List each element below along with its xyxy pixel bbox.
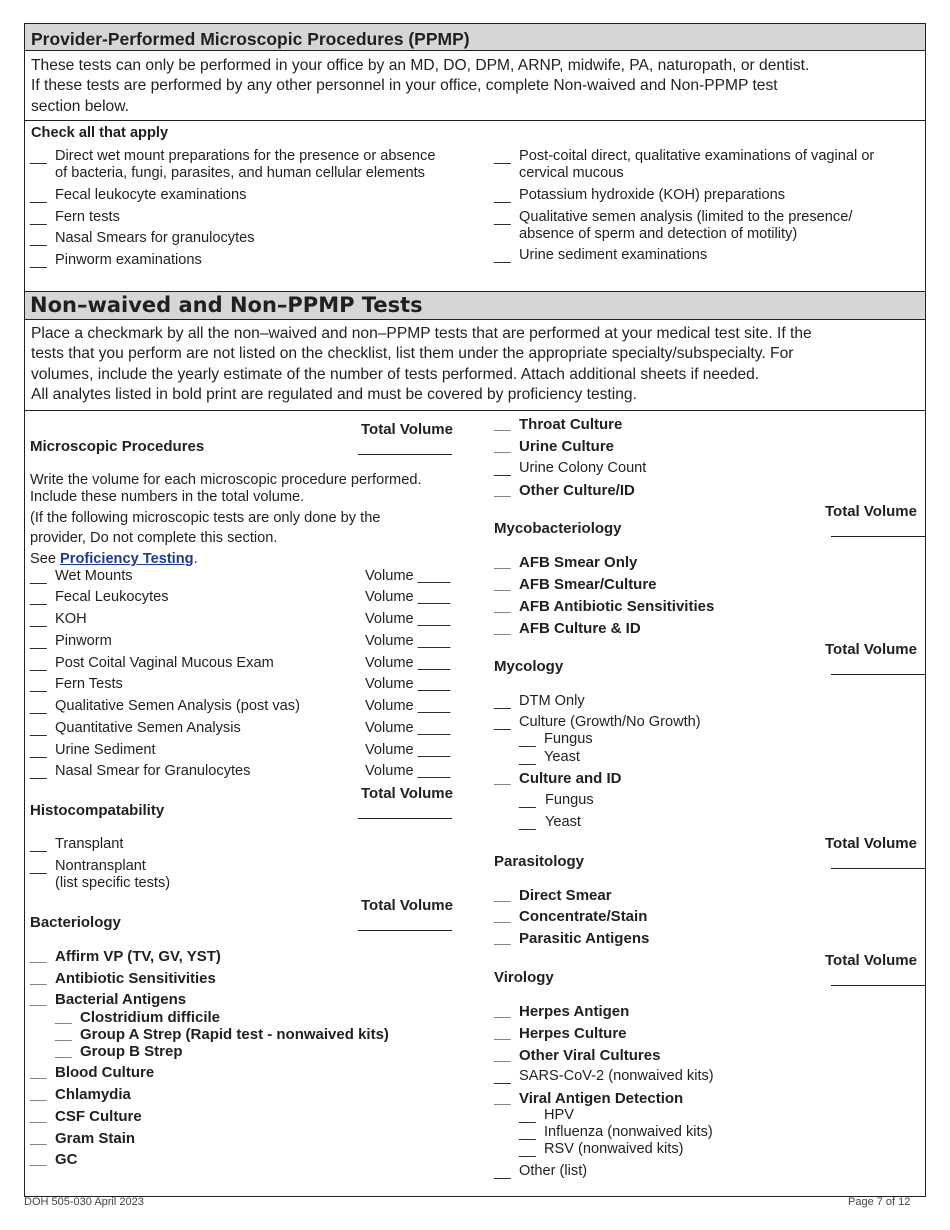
list-item-label: Fern Tests [55,676,123,692]
bact-subitem: Group A Strep (Rapid test - nonwaived kits) [80,1026,389,1043]
histo-item-nontransplant: Nontransplant [55,858,146,874]
ppmp-item-label: Qualitative semen analysis (limited to the presence/ [519,209,853,225]
volume-field[interactable]: Volume ____ [365,698,451,714]
checkbox-blank[interactable]: __ [30,720,47,737]
checkbox-blank[interactable]: __ [494,187,511,204]
item-dtm-only: DTM Only [519,693,585,709]
ppmp-item-label: cervical mucous [519,165,624,181]
bact-item-antibiotic: Antibiotic Sensitivities [55,970,216,987]
microscopic-note: Include these numbers in the total volume. [30,489,305,505]
total-volume-label: Total Volume [825,835,917,852]
section-heading-histocompatability: Histocompatability [30,802,165,819]
total-volume-label: Total Volume [361,785,453,802]
total-volume-blank[interactable] [358,454,452,455]
checkbox-blank[interactable]: __ [30,568,47,585]
item-rsv: RSV (nonwaived kits) [544,1141,684,1157]
section-heading-mycology: Mycology [494,658,564,675]
footer-page-number: Page 7 of 12 [848,1196,911,1208]
ppmp-intro-line: These tests can only be performed in your office by an MD, DO, DPM, ARNP, midwife, PA, naturopath, or dentist. [31,57,810,74]
checkbox-blank[interactable]: __ [55,1009,72,1026]
checkbox-blank[interactable]: __ [494,887,511,904]
checkbox-blank[interactable]: __ [494,576,511,593]
list-item-label: Pinworm [55,633,112,649]
checkbox-blank[interactable]: __ [519,749,536,766]
checkbox-blank[interactable]: __ [30,252,47,269]
see-text: See [30,551,61,567]
item-viral-antigen-detection: Viral Antigen Detection [519,1090,684,1107]
checkbox-blank[interactable]: __ [494,714,511,731]
item-fungus: Fungus [545,792,594,808]
nonwaived-title: Non–waived and Non–PPMP Tests [30,293,423,317]
checkbox-blank[interactable]: __ [30,948,47,965]
list-item-label: Concentrate/Stain [519,908,648,925]
total-volume-blank[interactable] [831,985,925,986]
item-other-viral-cultures: Other Viral Cultures [519,1047,661,1064]
checkbox-blank[interactable]: __ [519,1124,536,1141]
total-volume-blank[interactable] [358,930,452,931]
volume-field[interactable]: Volume ____ [365,763,451,779]
item-other-list: Other (list) [519,1163,588,1179]
ppmp-title: Provider-Performed Microscopic Procedures (PPMP) [31,29,470,49]
list-item-label: Post Coital Vaginal Mucous Exam [55,655,274,671]
checkbox-blank[interactable]: __ [30,1130,47,1147]
divider [25,120,925,121]
item-urine-culture: Urine Culture [519,438,615,455]
histo-item-transplant: Transplant [55,836,124,852]
checkbox-blank[interactable]: __ [30,836,47,853]
checkbox-blank[interactable]: __ [519,1141,536,1158]
total-volume-blank[interactable] [831,536,925,537]
bact-subitem: Clostridium difficile [80,1009,221,1026]
checkbox-blank[interactable]: __ [30,763,47,780]
list-item-label: Gram Stain [55,1130,136,1147]
checkbox-blank[interactable]: __ [494,693,511,710]
volume-field[interactable]: Volume ____ [365,568,451,584]
checkbox-blank[interactable]: __ [494,1068,511,1085]
section-heading-virology: Virology [494,969,554,986]
item-influenza: Influenza (nonwaived kits) [544,1124,713,1140]
item-herpes-culture: Herpes Culture [519,1025,627,1042]
checkbox-blank[interactable]: __ [494,1090,511,1107]
ppmp-item-label: Direct wet mount preparations for the presence or absence [55,148,436,164]
checkbox-blank[interactable]: __ [30,1064,47,1081]
list-item-label: AFB Culture & ID [519,620,641,637]
ppmp-item-label: Post-coital direct, qualitative examinations of vaginal or [519,148,875,164]
ppmp-item-label: Urine sediment examinations [519,247,708,263]
item-yeast: Yeast [544,749,580,765]
ppmp-intro-line: section below. [31,98,129,115]
list-item-label: CSF Culture [55,1108,142,1125]
item-yeast: Yeast [545,814,581,830]
volume-field[interactable]: Volume ____ [365,611,451,627]
checkbox-blank[interactable]: __ [30,187,47,204]
item-culture-growth: Culture (Growth/No Growth) [519,714,701,730]
list-item-label: Chlamydia [55,1086,131,1103]
checkbox-blank[interactable]: __ [30,1086,47,1103]
checkbox-blank[interactable]: __ [494,1047,511,1064]
bact-subitem: Group B Strep [80,1043,183,1060]
item-sars-cov-2: SARS-CoV-2 (nonwaived kits) [519,1068,714,1084]
checkbox-blank[interactable]: __ [30,676,47,693]
ppmp-item-label: Fecal leukocyte examinations [55,187,247,203]
checkbox-blank[interactable]: __ [494,770,511,787]
checkbox-blank[interactable]: __ [519,731,536,748]
section-heading-mycobacteriology: Mycobacteriology [494,520,622,537]
ppmp-item-label: of bacteria, fungi, parasites, and human cellular elements [55,165,425,181]
list-item-label: Quantitative Semen Analysis [55,720,241,736]
checkbox-blank[interactable]: __ [30,991,47,1008]
checkbox-blank[interactable]: __ [494,908,511,925]
list-item-label: Blood Culture [55,1064,155,1081]
proficiency-testing-link[interactable]: Proficiency Testing [60,551,194,567]
checkbox-blank[interactable]: __ [519,792,536,809]
checkbox-blank[interactable]: __ [494,416,511,433]
list-item-label: Wet Mounts [55,568,133,584]
checkbox-blank[interactable]: __ [494,482,511,499]
checkbox-blank[interactable]: __ [30,970,47,987]
list-item-label: Direct Smear [519,887,612,904]
ppmp-item-label: Nasal Smears for granulocytes [55,230,255,246]
checkbox-blank[interactable]: __ [494,460,511,477]
ppmp-intro-line: If these tests are performed by any other personnel in your office, complete Non-waived and Non-PPMP test [31,77,778,94]
list-item-label: Qualitative Semen Analysis (post vas) [55,698,300,714]
section-heading-parasitology: Parasitology [494,853,585,870]
bact-item-antigens: Bacterial Antigens [55,991,187,1008]
bact-item-affirm: Affirm VP (TV, GV, YST) [55,948,221,965]
microscopic-note: provider, Do not complete this section. [30,530,278,546]
item-throat-culture: Throat Culture [519,416,623,433]
list-item-label: GC [55,1151,78,1168]
checkbox-blank[interactable]: __ [30,698,47,715]
divider [25,410,925,411]
checkbox-blank[interactable]: __ [519,1107,536,1124]
nonwaived-intro-line: Place a checkmark by all the non–waived and non–PPMP tests that are performed at your medical test site. If the [31,325,812,342]
item-fungus: Fungus [544,731,593,747]
list-item-label: KOH [55,611,87,627]
period-text: . [193,551,198,567]
total-volume-label: Total Volume [825,503,917,520]
ppmp-item-label: absence of sperm and detection of motility) [519,226,798,242]
checkbox-blank[interactable]: __ [55,1043,72,1060]
list-item-label: AFB Smear Only [519,554,638,571]
checkbox-blank[interactable]: __ [30,148,47,165]
total-volume-label: Total Volume [825,641,917,658]
checkbox-blank[interactable]: __ [494,148,511,165]
footer-form-number: DOH 505-030 April 2023 [24,1196,144,1208]
checkbox-blank[interactable]: __ [494,438,511,455]
total-volume-label: Total Volume [361,421,453,438]
checkbox-blank[interactable]: __ [494,1025,511,1042]
section-heading-microscopic: Microscopic Procedures [30,438,205,455]
total-volume-blank[interactable] [831,868,925,869]
checkbox-blank[interactable]: __ [494,209,511,226]
list-item-label: Fecal Leukocytes [55,589,169,605]
item-other-culture: Other Culture/ID [519,482,635,499]
ppmp-item-label: Potassium hydroxide (KOH) preparations [519,187,786,203]
checkbox-blank[interactable]: __ [494,1003,511,1020]
checkbox-blank[interactable]: __ [494,930,511,947]
see-proficiency-line [30,551,198,568]
checkbox-blank[interactable]: __ [494,1163,511,1180]
list-item-label: Parasitic Antigens [519,930,650,947]
volume-field[interactable]: Volume ____ [365,655,451,671]
list-item-label: AFB Smear/Culture [519,576,657,593]
check-all-label: Check all that apply [31,125,169,141]
checkbox-blank[interactable]: __ [494,620,511,637]
nonwaived-intro-line: All analytes listed in bold print are regulated and must be covered by proficiency testing. [31,386,637,403]
histo-subnote: (list specific tests) [55,875,171,891]
ppmp-item-label: Pinworm examinations [55,252,202,268]
checkbox-blank[interactable]: __ [494,554,511,571]
checkbox-blank[interactable]: __ [30,611,47,628]
section-heading-bacteriology: Bacteriology [30,914,121,931]
total-volume-label: Total Volume [361,897,453,914]
total-volume-label: Total Volume [825,952,917,969]
volume-field[interactable]: Volume ____ [365,720,451,736]
checkbox-blank[interactable]: __ [30,1151,47,1168]
checkbox-blank[interactable]: __ [55,1026,72,1043]
microscopic-note: (If the following microscopic tests are only done by the [30,510,381,526]
volume-field[interactable]: Volume ____ [365,676,451,692]
item-herpes-antigen: Herpes Antigen [519,1003,630,1020]
checkbox-blank[interactable]: __ [30,742,47,759]
nonwaived-intro-line: volumes, include the yearly estimate of the number of tests performed. Attach additional sheets if needed. [31,366,760,383]
item-culture-and-id: Culture and ID [519,770,622,787]
checkbox-blank[interactable]: __ [494,247,511,264]
checkbox-blank[interactable]: __ [30,230,47,247]
volume-field[interactable]: Volume ____ [365,633,451,649]
checkbox-blank[interactable]: __ [494,598,511,615]
checkbox-blank[interactable]: __ [30,858,47,875]
item-urine-colony-count: Urine Colony Count [519,460,647,476]
checkbox-blank[interactable]: __ [30,655,47,672]
checkbox-blank[interactable]: __ [30,1108,47,1125]
total-volume-blank[interactable] [831,674,925,675]
total-volume-blank[interactable] [358,818,452,819]
checkbox-blank[interactable]: __ [519,814,536,831]
microscopic-note: Write the volume for each microscopic procedure performed. [30,472,422,488]
volume-field[interactable]: Volume ____ [365,589,451,605]
volume-field[interactable]: Volume ____ [365,742,451,758]
list-item-label: Urine Sediment [55,742,156,758]
list-item-label: AFB Antibiotic Sensitivities [519,598,715,615]
checkbox-blank[interactable]: __ [30,589,47,606]
list-item-label: Nasal Smear for Granulocytes [55,763,251,779]
nonwaived-intro-line: tests that you perform are not listed on the checklist, list them under the appropriate specialty/subspecialty. For [31,345,794,362]
checkbox-blank[interactable]: __ [30,209,47,226]
checkbox-blank[interactable]: __ [30,633,47,650]
ppmp-item-label: Fern tests [55,209,120,225]
item-hpv: HPV [544,1107,575,1123]
